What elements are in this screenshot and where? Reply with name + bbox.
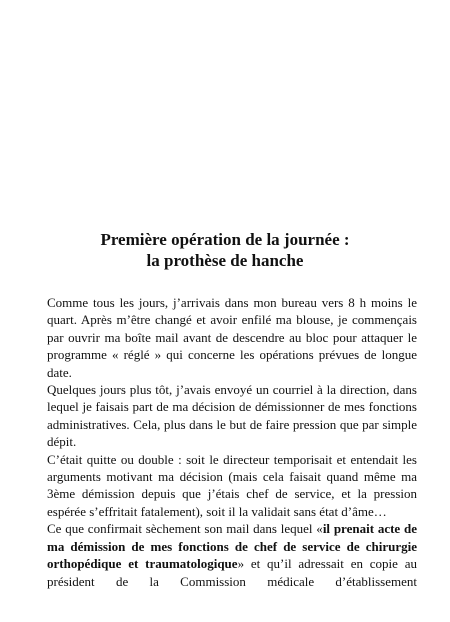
paragraph-1: Comme tous les jours, j’arrivais dans mon bureau vers 8 h moins le quart. Après m’être changé et avoir enfilé ma blouse, je commençais par ouvrir ma boîte mail avant de descendre au bloc pour attaquer le programme « réglé » qui concerne les opérations prévues de longue date.	[47, 295, 417, 380]
paragraph-4-quote-bold: il prenait acte de ma démission de mes fonctions de chef de service de chirurgie orthopédique et traumatologique	[47, 521, 417, 572]
paragraph-2: Quelques jours plus tôt, j’avais envoyé un courriel à la direction, dans lequel je faisais part de ma décision de démissionner de mes fonctions administratives. Cela, plus dans le but de faire pression que par simple dépit.	[47, 382, 417, 450]
paragraph-4	[47, 520, 417, 590]
chapter-title	[0, 229, 450, 271]
paragraph-4-lead: Ce que confirmait sèchement son mail dans lequel «	[47, 521, 323, 537]
chapter-body	[47, 294, 417, 590]
paragraph-4-tail: » et qu’il adressait en copie au président de la Commission médicale d’établissement	[47, 556, 417, 589]
chapter-title-line-1: Première opération de la journée :	[100, 230, 350, 249]
chapter-title-line-2: la prothèse de hanche	[146, 251, 304, 270]
paragraph-3: C’était quitte ou double : soit le directeur temporisait et entendait les arguments motivant ma décision (mais cela faisait quand même ma 3ème démission depuis que j’étais chef de service, et la pression espérée s’effritait fatalement), soit il la validait sans état d’âme…	[47, 451, 417, 519]
